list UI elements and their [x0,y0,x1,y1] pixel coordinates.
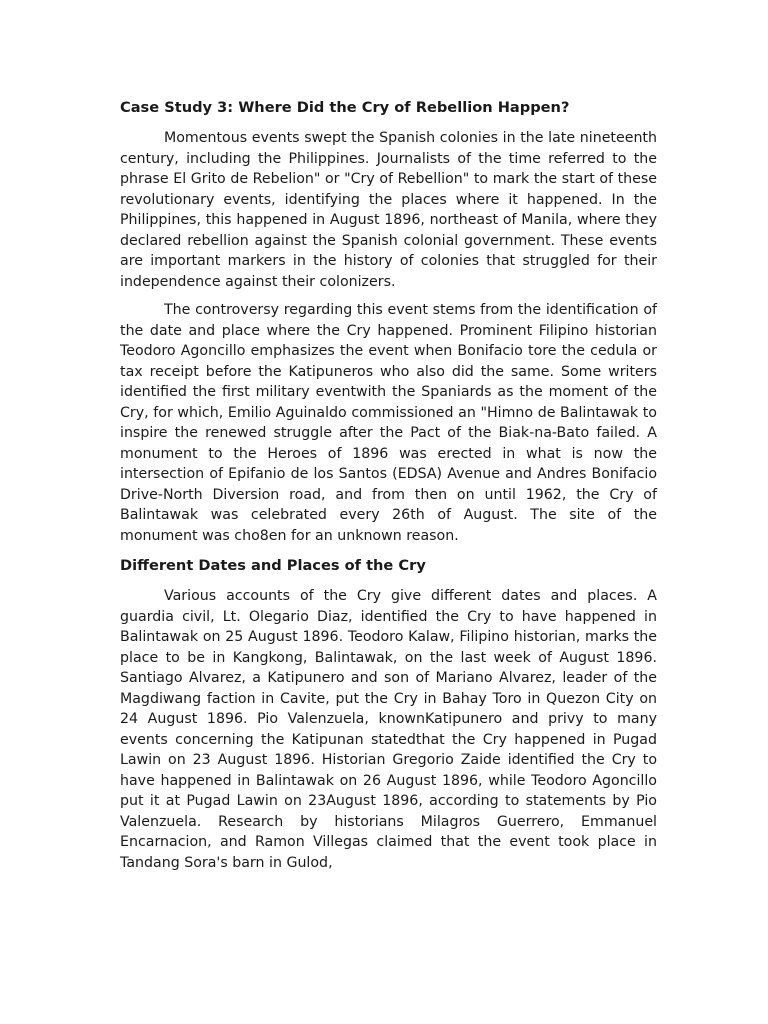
document-page [120,96,657,881]
paragraph-various-accounts: Various accounts of the Cry give different dates and places. A guardia civil, Lt. Olegario Diaz, identified the Cry to have happened in Balintawak on 25 August 1896. Teodoro Kalaw, Filipino historian, marks the place to be in Kangkong, Balintawak, on the last week of August 1896. Santiago Alvarez, a Katipunero and son of Mariano Alvarez, leader of the Magdiwang faction in Cavite, put the Cry in Bahay Toro in Quezon City on 24 August 1896. Pio Valenzuela, knownKatipunero and privy to many events concerning the Katipunan statedthat the Cry happened in Pugad Lawin on 23 August 1896. Historian Gregorio Zaide identified the Cry to have happened in Balintawak on 26 August 1896, while Teodoro Agoncillo put it at Pugad Lawin on 23August 1896, according to statements by Pio Valenzuela. Research by historians Milagros Guerrero, Emmanuel Encarnacion, and Ramon Villegas claimed that the event took place in Tandang Sora's barn in Gulod, [120,588,657,871]
paragraph-controversy: The controversy regarding this event stems from the identification of the date and place where the Cry happened. Prominent Filipino historian Teodoro Agoncillo emphasizes the event when Bonifacio tore the cedula or tax receipt before the Katipuneros who also did the same. Some writers identified the first military eventwith the Spaniards as the moment of the Cry, for which, Emilio Aguinaldo commissioned an "Himno de Balintawak to inspire the renewed struggle after the Pact of the Biak-na-Bato failed. A monument to the Heroes of 1896 was erected in what is now the intersection of Epifanio de los Santos (EDSA) Avenue and Andres Bonifacio Drive-North Diversion road, and from then on until 1962, the Cry of Balintawak was celebrated every 26th of August. The site of the monument was cho8en for an unknown reason. [120,302,657,544]
section-title-different-dates: Different Dates and Places of the Cry [120,557,426,574]
section-title-case-study: Case Study 3: Where Did the Cry of Rebellion Happen? [120,99,570,116]
paragraph-intro: Momentous events swept the Spanish colonies in the late nineteenth century, including the Philippines. Journalists of the time referred to the phrase El Grito de Rebelion" or "Cry of Rebellion" to mark the start of these revolutionary events, identifying the places where it happened. In the Philippines, this happened in August 1896, northeast of Manila, where they declared rebellion against the Spanish colonial government. These events are important markers in the history of colonies that struggled for their independence against their colonizers. [120,130,657,290]
